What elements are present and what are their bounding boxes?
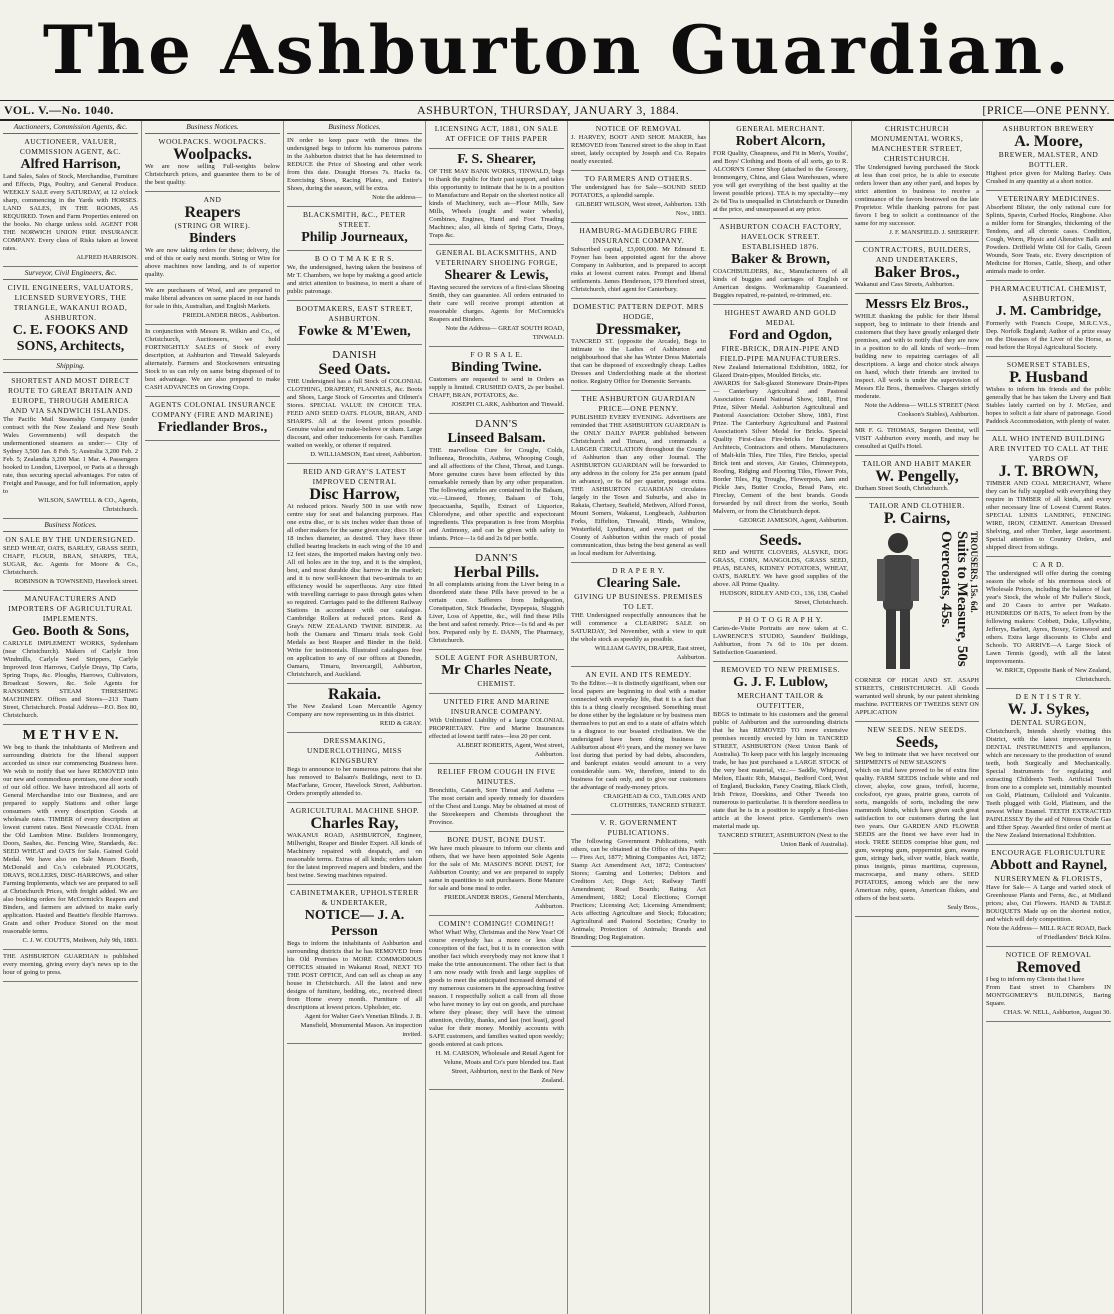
column-7 — [852, 121, 983, 1314]
ad-sig: WILLIAM GAVIN, DRAPER, East street, Ashburton. — [594, 645, 706, 661]
ad-name: Mr Charles Neate, — [441, 663, 552, 678]
ad-name: Disc Harrow, — [309, 486, 400, 503]
advertisement — [855, 121, 979, 242]
ad-name: G. J. F. Lublow, — [733, 675, 828, 690]
ad-sig: HUDSON, RIDLEY AND CO., 136, 138, Cashel Street, Christchurch. — [719, 590, 848, 606]
price-banner: TROUSERS, 15s. 6d. — [969, 531, 979, 613]
ad-sub: SHORTEST AND MOST DIRECT ROUTE TO GREAT BRITAIN AND EUROPE, THROUGH AMERICA AND VIA SANDWICH ISLANDS. — [8, 376, 133, 415]
ad-sig: REID & GRAY. — [379, 720, 422, 727]
advertisement — [3, 373, 138, 519]
advertisement — [287, 684, 422, 733]
advertisement — [429, 650, 564, 694]
advertisement — [145, 192, 280, 284]
ad-sub: V. R. GOVERNMENT PUBLICATIONS. — [599, 818, 678, 837]
ad-body: The undersigned will offer during the coming season the whole of his enormous stock of Wholesale Prices, including the balance of last year's Stock, the whole of Mr Fuller's Stock, and 20 Cases to arrive per Waikato. HUNDREDS OF BATS, To select from by the following makers: Cobbett, Duke, Lillywhite, Jefferys, Barlett, Ayres, Boxey, Grinwood and others. Extra large discounts to Clubs and Schools. TO ARRIVE—A Large Stock of Lawn Tennis (good), with all the latest improvements. — [986, 570, 1111, 665]
advertisement — [3, 725, 138, 950]
section-heading — [287, 121, 422, 134]
advertisement — [429, 414, 564, 548]
ad-sig: C. J. W. COUTTS, Methven, July 9th, 1883. — [22, 937, 138, 944]
masthead-title: The Ashburton Guardian. — [42, 11, 1072, 89]
ad-body: Having secured the services of a first-class Shoeing Smith, they can guarantee. All orders entrusted to their care will receive prompt attention at reasonable charges. Agents for McCormick's Reapers and Binders. — [429, 284, 564, 323]
ad-sig: JOSEPH CLARK, Ashburton and Tinwald. — [451, 401, 564, 408]
ad-sub: BONE DUST, BONE DUST. — [447, 835, 546, 844]
ad-head: Surveyor, Civil Engineers, &c. — [3, 267, 138, 280]
ad-body: In all complaints arising from the Liver being in a disordered state these Pills have proved to be a certain cure. Sufferers from Indigestion, Constipation, Sick Headache, Dyspepsia, Sluggish Liver, Loss of Appetite, &c., will find these Pills the best and safest remedy. Price—1s 6d and 4s per box. Prepared only by E. DANN, The Pharmacy, Christchurch. — [429, 581, 564, 644]
ad-body: We beg to intimate that we have received our SHIPMENTS of NEW SEASON'S — [855, 751, 979, 766]
ad-body: To the Editor.—It is distinctly significant, when our local papers are beginning to deal with a matter connected with everyday life, that it is a fact that this is a thing clearly recognised. Something must be done either by the legislature or by business men themselves to put an end to a state of affairs which is a disgrace to our boasted civilisation. We the undersigned have been doing business in Ashburton about 4½ years, and the money we have lost during that period by bad debts, absconders, and bankrupt estates would amount to a very considerable sum. We, therefore, intend to do business for cash only, and to give our customers the advantage of ready-money prices. — [571, 680, 706, 791]
advertisement — [145, 325, 280, 397]
ad-sub: FIRE-BRICK, DRAIN-PIPE AND FIELD-PIPE MANUFACTURERS. — [719, 344, 842, 363]
ad-sub: F O R S A L E. — [470, 350, 523, 359]
ad-sub: WOOLPACKS. WOOLPACKS. — [158, 137, 267, 146]
ad-sub: AGRICULTURAL MACHINE SHOP. — [289, 806, 420, 815]
ad-body: Land Sales, Sales of Stock, Merchandise, Furniture and Effects, Pigs, Poultry, and General Produce. WEEKLY SALE every SATURDAY, at 12 o'clock sharp, commencing in the Yards with HORSES. LAND SALES, IN THE ROOMS, AS REQUIRED. Town and Farm Properties entered on the books. No charge unless sold. AGENT FOR THE NORWICH UNION FIRE INSURANCE COMPANY. Every class of Risks taken at lowest rates. — [3, 173, 138, 252]
ad-sig: FRIEDLANDER BROS., General Merchants, Ashburton. — [444, 894, 564, 910]
ad-sub: DRESSMAKING, UNDERCLOTHING, MISS KINGSBURY — [307, 736, 402, 765]
ad-body: BEGS to intimate to his customers and the general public of Ashburton and the surrounding districts that he has REMOVED TO more extensive premises recently erected by him in TANCRED STREET, ASHBURTON (Next Union Bank of Australia). To keep pace with his largely increasing trade, he has just purchased a LARGE STOCK of the very best material, viz.:— Saddle, Whipcord, Melton, Elastic Rib, Maisqui, Bedford Cord, West of England, Buckskin, Fancy Coating, Black Cloth, Irish Frieze, Doeskins, and Other Tweeds too numerous to particularise. It is therefore needless to state that he is in a position to supply a first-class article at the lowest price. Gentlemen's own material made up. — [713, 711, 848, 830]
ad-med: DANN'S — [475, 552, 518, 564]
ad-head: Shipping. — [3, 360, 138, 373]
ad-body: PUBLISHED EVERY EVENING. Advertisers are reminded that THE ASHBURTON GUARDIAN is the ONLY DAILY PAPER published between Christchurch and Timaru, and commands a LARGER CIRCULATION throughout the County of Ashburton than any other Journal. The ASHBURTON GUARDIAN will be forwarded to any address in the colony for 25s per annum (paid in advance), or 6s 6d per quarter, postage extra. THE ASHBURTON GUARDIAN circulates largely in the Town and Suburbs, and also in Rakaia, Chertsey, Seafield, Methven, Alford Forest, Mount Somers, Wakanui, Longbeach, Ashburton Forks, Eiffelton, Tinwald, Hinds, Winslow, Westerfield, Lyndhurst, and every part of the County of Ashburton within the reach of postal communication, thus being the best general as well as local medium for Advertising. — [571, 414, 706, 557]
ad-sig: TANCRED STREET, ASHBURTON (Next to the Union Bank of Australia). — [718, 832, 848, 848]
ad-body: Absorbent Blister, the only rational cure for Splints, Spavin, Curbed Hocks, Ringbone. Also a milder form for Strangles, thickening of the Tendons, and all chronic cases. Condition, Cough, Worm, Physic and Alterative Balls and Powders. Driffield White Oil for Galls, Green Wounds, Sore Teats, etc. Every description of Medicine for Horses, Cattle, Sheep, and other animals made to order. — [986, 204, 1111, 275]
advertisement — [3, 950, 138, 982]
ad-name: Seeds, — [895, 734, 939, 751]
price-banner: Overcoats, 45s. — [938, 531, 954, 628]
ad-med: DANISH — [332, 349, 377, 361]
advertisement — [855, 294, 979, 424]
ad-sub: D R A P E R Y. — [612, 566, 665, 575]
advertisement — [3, 532, 138, 591]
masthead — [0, 0, 1114, 101]
ad-body: which on trial have proved to be of extra fine quality. FARM SEEDS include white and red clover, alsyke, cow grass, trefoil, lucerne, cocksfoot, rye grass, prairie grass, carrots of sorts, mangolds of sorts, including the new mammoth kinds, which have given such great satisfaction to our customers during the last two years. Our GARDEN AND FLOWER SEEDS are the finest we have ever had in stock. TREE SEEDS comprise blue gum, red gum, weeping gum, peppermint gum, swamp gum, stringy bark, silver wattle, black wattle, pinus insignis, pinus maritima, cupressus, macrocarpa, and many others. SEED POTATOES, among which are the new American ruby, queen, American flukes, and others of the best sorts. — [855, 767, 979, 902]
ad-body: Cartes-de-Visite Portraits are now taken at C. LAWRENCE'S STUDIO, Saunders' Buildings, Ashburton, from 7s 6d to 10s per dozen. Satisfaction Guaranteed. — [713, 625, 848, 656]
ad-sub: AGENTS COLONIAL INSURANCE COMPANY (FIRE AND MARINE) — [149, 400, 276, 419]
ad-body: Highest price given for Malting Barley. Oats Crushed in any quantity at a short notice. — [986, 170, 1111, 185]
volume-number: VOL. V.—No. 1040. — [4, 102, 114, 117]
ad-sub: DENTAL SURGEON, — [1010, 718, 1087, 727]
ad-sub: CABINETMAKER, UPHOLSTERER & UNDERTAKER, — [290, 888, 419, 907]
ad-body: TANCRED ST. (opposite the Arcade), Begs to intimate to the Ladies of Ashburton and neighbourhood that she has Winter Dress Materials that can be disposed of exceedingly cheap. Ladies Dresses and Underclothing made at the shortest notice. Registry Office for Domestic Servants. — [571, 338, 706, 385]
advertisement — [429, 916, 564, 1090]
ad-body: J. HARVEY, BOOT AND SHOE MAKER, has REMOVED from Tancred street to the shop in East street, lately occupied by Joseph and Co. Repairs neatly executed. — [571, 134, 706, 165]
ad-body: New Zealand International Exhibition, 1882, for Glazed Drain-pipes, Moulded Bricks, etc. — [713, 364, 848, 379]
advertisement — [287, 803, 422, 885]
advertisement — [571, 391, 706, 563]
ad-name: M E T H V E N. — [22, 728, 119, 743]
ad-name: Philip Journeaux, — [301, 230, 408, 245]
ad-sub: CHRISTCHURCH MONUMENTAL WORKS, MANCHESTER STREET, CHRISTCHURCH. — [870, 124, 964, 163]
section-heading — [3, 267, 138, 280]
ad-sub: BLACKSMITH, &C., PETER STREET. — [303, 210, 406, 229]
advertisement — [713, 662, 848, 854]
ad-body: Durham Street South, Christchurch. — [855, 485, 949, 492]
ad-body: Wakanui and Cass Streets, Ashburton. — [855, 281, 955, 288]
advertisement — [855, 456, 979, 498]
ad-sub: CHEMIST. — [477, 679, 516, 688]
advertisement — [429, 245, 564, 347]
ad-name: Baker Bros., — [874, 264, 960, 281]
ad-body: At reduced prices. Nearly 500 in use with now centre stay for seat and balancing purposes. Has one extra disc, or is six inches wider than those of all other makers for the same given size; discs 16 or 18 inches diameter, as desired. They have three chilled bearing brackets in each wing of the 10 and 12 feet sizes, the imported makes having only two. All oil holes are in the top, and it is the simplest, best, and most durable disc harrow in the market; and it is now well-known that two-animals to an efficiency would be superfluous. Any size fitted with travelling carriage to pass through gates when so required. Carriages paid to the different Railway Stations in accordance with our catalogue. Cambridge Rollers at reduced prices. Reid & Gray's NEW ZEALAND TWINE BINDER. At both the Oamaru and Timaru trials took Gold Medals as best Reaper and Binder in the field. Write for testimonials. Illustrated catalogues free on application to any of our offices at Dunedin, Oamaru, Timaru, Invercargill, Ashburton, Christchurch, and Auckland. — [287, 503, 423, 678]
ad-sub: BOOTMAKERS, EAST STREET, ASHBURTON. — [296, 304, 413, 323]
advertisement — [571, 121, 706, 171]
columns-container — [0, 121, 1114, 1314]
ad-sub: MERCHANT TAILOR & OUTFITTER, — [737, 691, 824, 710]
price-banner: Suits to Measure, 50s — [954, 531, 970, 667]
ad-sub: REID AND GRAY'S LATEST IMPROVED CENTRAL — [302, 467, 407, 486]
ad-body: The New Zealand Loan Mercantile Agency Company are now representing us in this district. — [287, 703, 422, 718]
advertisement — [429, 764, 564, 832]
ad-name: Binding Twine. — [451, 360, 542, 375]
advertisement — [145, 397, 280, 441]
ad-name: Shearer & Lewis, — [444, 268, 549, 283]
advertisement — [429, 121, 564, 149]
ad-sub: NURSERYMEN & FLORISTS, — [994, 874, 1103, 883]
ad-body: We are now selling Full-weights below Christchurch prices, and guarantee them to be of the best quality. — [145, 163, 280, 186]
ad-body: Formerly with Francis Coupe, M.R.C.V.S., Dep. Norfolk England; Author of a prize essay on the Diseases of the Liver of the Horse, as read before the Royal Agricultural Society. — [986, 320, 1111, 351]
ad-sig: GILBERT WILSON, West street, Ashburton. 13th Nov., 1883. — [575, 201, 706, 217]
advertisement — [986, 947, 1111, 1022]
ad-name: C. E. FOOKS AND SONS, Architects, — [12, 323, 129, 354]
ad-sub: COMIN'! COMING!! COMING!! — [438, 919, 555, 928]
column-2 — [142, 121, 284, 1314]
ad-sub: ON SALE BY THE UNDERSIGNED. — [5, 535, 136, 544]
ad-body: THE Undersigned has a full Stock of COLONIAL CLOTHING, DRAPERY, FLANNELS, &c. Boots and Shoes, Large Stock of Groceries and Oilmen's Stores. SPECIAL VALUE IN CHOICE TEA. FEED AND SEED OATS. FLOUR, BRAN, AND SHARPS. All at the lowest prices possible. Genuine value and no make-believe or sham. Large discount, and other inducements for cash. Families waited on weekly, or oftener if required. — [287, 378, 422, 449]
ad-sub: ALL WHO INTEND BUILDING ARE INVITED TO CALL AT THE YARDS OF — [988, 434, 1109, 463]
ad-body: RED and WHITE CLOVERS, ALSYKE, DOG GRASS, CORN, MANGOLDS, GRASS SEED, PEAS, BEANS, KIDNEY POTATOES, WHEAT, OATS, BARLEY. We have good supplies of the above. All Prime Quality. — [713, 549, 848, 588]
ad-sub: C A R D. — [1032, 560, 1065, 569]
ad-sig: CHAS. W. NELL, Ashburton, August 30. — [1003, 1009, 1111, 1016]
ad-sub: LICENSING ACT, 1881, ON SALE AT OFFICE OF THIS PAPER — [434, 124, 559, 143]
advertisement — [571, 667, 706, 815]
advertisement — [287, 345, 422, 464]
ad-name: Removed — [1016, 959, 1081, 976]
ad-sub: UNITED FIRE AND MARINE INSURANCE COMPANY. — [443, 697, 550, 716]
ad-sig: FRIEDLANDER BROS., Ashburton. — [182, 312, 280, 319]
ad-head: Business Notices. — [3, 519, 138, 532]
ad-name: Seeds. — [759, 532, 802, 549]
ad-sig: J. F. MANSFIELD. J. SHERRIFF. — [889, 229, 979, 236]
ad-body: Wishes to inform his friends and the public generally that he has taken the Livery and Bait Stables lately carried on by J. McGee, and hopes to solicit a fair share of patronage. Good Paddock Accommodation, with plenty of water. — [986, 386, 1111, 425]
place-date: ASHBURTON, THURSDAY, JANUARY 3, 1884. — [416, 102, 680, 117]
advertisement — [713, 305, 848, 530]
ad-sub: MANUFACTURERS AND IMPORTERS OF AGRICULTURAL IMPLEMENTS. — [8, 594, 133, 623]
ad-sig: ROBINSON & TOWNSEND, Havelock street. — [14, 578, 138, 585]
advertisement — [429, 548, 564, 650]
advertisement — [287, 134, 422, 207]
ad-sig: H. M. CARSON, Wholesale and Retail Agent for Velune, Moats and Co's pure blended tea. East Street, Ashburton, next to the Bank of New Zealand. — [435, 1050, 564, 1084]
ad-body: SEED WHEAT, OATS, BARLEY, GRASS SEED, CHAFF, FLOUR, BRAN, SHARPS, TEA, SUGAR, &c. Agents for Moore & Co., Christchurch. — [3, 545, 138, 576]
ad-sig: Note the Address— MILL RACE ROAD, Back of Friedlanders' Brick Kilns. — [986, 925, 1111, 941]
ad-body: FOR Quality, Cheapness, and Fit in Men's, Youths', and Boys' Clothing and Boots of all sorts, go to R. ALCORN'S Corner Shop (attached to the Grocery, Ironmongery, China, and Glass Warehouses, where you will get everything of the best quality at the lowest possible prices). TEA is my speciality—my 2s 6d Tea is unequalled in Christchurch or Dunedin at the price, and unsurpassed at any price. — [713, 150, 848, 213]
ad-sig: Note the address— — [372, 194, 422, 201]
ad-body: I beg to inform my Clients that I have — [986, 976, 1085, 983]
ad-sub: (STRING OR WIRE). — [174, 221, 251, 230]
ad-name: Clearing Sale. — [596, 576, 681, 591]
column-6 — [710, 121, 852, 1314]
ad-sig: GEORGE JAMESON, Agent, Ashburton. — [739, 517, 848, 524]
advertisement — [145, 134, 280, 192]
advertisement — [986, 357, 1111, 431]
ad-body: COACHBUILDERS, &c., Manufacturers of all kinds of buggies and carriages of English or American designs. Workmanship Guaranteed. Buggies repaired, re-painted, re-trimmed, etc. — [713, 268, 848, 299]
ad-sub: B O O T M A K E R S. — [314, 254, 395, 263]
advertisement — [855, 498, 979, 722]
ad-body: Begs to inform the inhabitants of Ashburton and surrounding districts that he has REMOVED from his Old Premises to MORE COMMODIOUS OFFICES situated in Wakanui Road, NEXT TO THE POST OFFICE, And can sell as cheap as any house in Christchurch. All the latest and new designs of furniture, bedding, etc., received direct from Home every month. Furniture of all descriptions at lowest prices. Upholster, etc. — [287, 940, 422, 1011]
advertisement — [571, 223, 706, 299]
ad-name: W. J. Sykes, — [1007, 701, 1090, 718]
ad-body: OF THE MAY BANK WORKS, TINWALD, begs to thank the public for their past support, and takes this opportunity to intimate that he is in a position to Manufacture and Repair on the shortest notice all kinds of Machinery, such as—Flour Mills, Saw Mills, Wheels (ought and water wheels), Combines, Engines, Hand and Foot Treading Machines; also, all kinds of Spring Carts, Drays, Traps &c. — [429, 168, 565, 239]
ad-name: Charles Ray, — [310, 815, 399, 832]
ad-name: Messrs Elz Bros., — [865, 297, 969, 312]
price-label: [PRICE—ONE PENNY. — [982, 102, 1110, 117]
ad-sig: Sealy Bros., — [947, 904, 979, 911]
advertisement — [855, 424, 979, 456]
ad-name: Ford and Ogdon, — [728, 328, 833, 343]
section-heading — [3, 121, 138, 134]
advertisement — [986, 689, 1111, 845]
ad-body: We are now taking orders for these; delivery, the end of this or early next month. String or Wire for above machines now landing, and is of superior quality. — [145, 247, 280, 278]
ad-sub: D E N T I S T R Y. — [1015, 692, 1082, 701]
advertisement — [429, 347, 564, 414]
ad-body: THE ASHBURTON GUARDIAN is published every morning, giving every day's news up to the hour of going to press. — [3, 953, 138, 976]
advertisement — [3, 591, 138, 725]
ad-body: The undersigned has for Sale—SOUND SEED POTATOES, a splendid sample. — [571, 184, 706, 199]
ad-sig: ALFRED HARRISON. — [76, 254, 138, 261]
ad-sig: ALBERT ROBERTS, Agent, West street, Ashburton. — [456, 742, 564, 758]
ad-name: W. Pengelly, — [875, 468, 959, 485]
column-3 — [284, 121, 426, 1314]
advertisement — [713, 612, 848, 662]
ad-sub: ENCOURAGE FLORICULTURE — [991, 848, 1106, 857]
ad-name: Linseed Balsam. — [447, 431, 546, 446]
ad-body: The Undersigned having purchased the Stock at less than cost price, he is able to execute orders lower than any other yard, and hopes by strict attention to business to receive a continuance of the favors bestowed on the late Proprietor. While thanking patrons for past favors I beg to solicit a continuance of the same for my successor. — [855, 164, 979, 227]
advertisement — [571, 299, 706, 391]
advertisement — [429, 149, 564, 245]
advertisement — [3, 280, 138, 360]
ad-sub: NEW SEEDS. NEW SEEDS. — [867, 725, 967, 734]
ad-sub: HAMBURG-MAGDEBURG FIRE INSURANCE COMPANY. — [579, 226, 698, 245]
ad-sub: SOLE AGENT FOR ASHBURTON, — [434, 653, 559, 662]
ad-sub: VETERINARY MEDICINES. — [997, 194, 1100, 203]
ad-sub: THE ASHBURTON GUARDIAN PRICE—ONE PENNY. — [581, 394, 696, 413]
ad-body: Christchurch, Intends shortly visiting this District, with the latest improvements in DENTAL INSTRUMENTS and appliances, which are necessary to the production of sound teeth, both Surgically and Mechanically. Special Instruments for regulating and extracting Children's Teeth. Artificial Teeth from one to a complete set, inimitably mounted on Gold, Platinum, Celluloid and Vulcanite. Teeth plugged with Gold, Platinum, and the newest White Enamel. TEETH EXTRACTED PAINLESSLY By the aid of Nitrous Oxide Gas and Ether Spray. Awarded first order of merit at the New Zealand International Exhibition. — [986, 728, 1111, 839]
section-heading — [145, 121, 280, 134]
ad-name: J. T. BROWN, — [998, 463, 1099, 480]
advertisement — [429, 694, 564, 764]
ad-name: P. Cairns, — [883, 510, 951, 527]
ad-name: F. S. Shearer, — [457, 152, 536, 167]
ad-sub: HIGHEST AWARD AND GOLD MEDAL — [724, 308, 837, 327]
advertisement — [855, 722, 979, 917]
ad-sub: PHARMACEUTICAL CHEMIST, ASHBURTON, — [990, 284, 1107, 303]
ad-body: CARLYLE IMPLEMENT WORKS, Sydenham (near Christchurch). Makers of Carlyle Iron Windmills, Carlyle Seed Strippers, Carlyle Improved Iron Harrows, Carlyle Drays, Tip Carts, Spring Traps, &c. Ploughs, Harrows, Cultivators, Broadcast Sowers, &c. Sole Agents for RANSOME'S STEAM THRESHING MACHINERY. Offices and Stores—213 Tuam Street, Christchurch. Postal Address—P.O. Box 80, Christchurch. — [3, 640, 138, 719]
ad-med: DANN'S — [475, 418, 518, 430]
ad-sig: CRAIGHEAD & CO., TAILORS AND CLOTHIERS, TANCRED STREET. — [603, 793, 706, 809]
ad-head: Business Notices. — [145, 121, 280, 134]
advertisement — [986, 845, 1111, 947]
advertisement — [713, 530, 848, 612]
ad-sub: GENERAL MERCHANT. — [736, 124, 825, 133]
ad-body: THE marvellous Cure for Coughs, Colds, Influenza, Bronchitis, Asthma, Whooping Cough, and all affections of the Chest, Throat, and Lungs. More genuine cures have been effected by this remarkable remedy than by any other preparation. The following articles are contained in the Balsam, viz.—Linseed, Honey, Balsam of Tolu, Ipecacuanha, Squills, Extract of Liquorice, Chlorodyne, and other specific and expectorant ingredients. This preparation is free from Morphia and Antimony, and can be given with safety to infants. Price—1s 6d and 2s 6d per bottle. — [429, 447, 564, 542]
ad-body: CORNER OF HIGH AND ST. ASAPH STREETS, CHRISTCHURCH. All Goods warranted well shrunk, by our patent shrinking machine. PATTERNS OF TWEEDS SENT ON APPLICATION — [855, 677, 979, 716]
ad-name: Abbott and Raynel, — [989, 858, 1108, 873]
advertisement — [713, 219, 848, 305]
dateline — [0, 101, 1114, 121]
ad-sub: CIVIL ENGINEERS, VALUATORS, LICENSED SURVEYORS, THE TRIANGLE, WAKANUI ROAD, ASHBURTON. — [7, 283, 134, 322]
ad-sub: AN EVIL AND ITS REMEDY. — [585, 670, 692, 679]
ad-sig: Note the Address— WILLS STREET (Next Cookson's Stables), Ashburton. — [864, 402, 979, 418]
ad-name: Geo. Booth & Sons, — [11, 624, 130, 639]
advertisement — [287, 464, 422, 684]
ad-body: Begs to announce to her numerous patrons that she has removed to Balsam's Buildings, next to D. MacFarlane, Grocer, Havelock Street, Ashburton. Orders promptly attended to. — [287, 766, 422, 797]
ad-name: Woolpacks. — [173, 146, 252, 163]
advertisement — [287, 207, 422, 251]
ad-name: Dressmaker, — [596, 321, 681, 338]
ad-name: Herbal Pills. — [453, 564, 540, 581]
ad-sub: RELIEF FROM COUGH IN FIVE MINUTES. — [437, 767, 556, 786]
ad-sub: TAILOR AND HABIT MAKER — [862, 459, 972, 468]
ad-body: WHILE thanking the public for their liberal support, beg to intimate to their friends and customers that they have greatly enlarged their premises, and with to notify that they are now in a position to do all kinds of work—from building new to repairing carriages of all descriptions. A large and choice stock always on hand, which their friends are invited to inspect. All work is under the supervision of Messrs Elz Bros., themselves. Charges strictly moderate. — [855, 313, 979, 400]
advertisement — [855, 242, 979, 294]
ad-sig: D. WILLIAMSON, East street, Ashburton. — [310, 451, 422, 458]
section-heading — [3, 519, 138, 532]
ad-sub: TAILOR AND CLOTHIER. — [869, 501, 965, 510]
ad-name: Alfred Harrison, — [20, 157, 121, 172]
ad-body: We have much pleasure to inform our clients and others, that we have been appointed Sole Agents for the sale of Mr. MASON'S BONE DUST, for Ashburton County; and we are prepared to supply same in quantities to suit purchasers. Bone Manure for sale and bone meal to order. — [429, 845, 564, 892]
ad-body: Bronchitis, Catarrh, Sore Throat and Asthma — The most certain and speedy remedy for disorders of the Chest and Lungs. May be obtained at most of the Storekeepers and Chemists throughout the Province. — [429, 787, 564, 826]
ad-body: The following Government Publications, with others, can be obtained at the Office of this Paper:— Fires Act, 1877; Mining Companies Act, 1872; Stamp Act Amendment Act, 1872; Contractors' Stores; Gaming and Lotteries; Debtors and Creditors Act; Dogs Act; Railway Tariff Amendment; Road Boards; Rating Act Amendment, 1882; Local Elections; Corrupt Practices; Licensing Act; Licensing Amendment; Acts affecting Agriculture and Stock; Education; Agricultural and Pastoral Societies; Cruelty to Animals; Protection of Animals; Brands and Branding; Dog Registration. — [571, 838, 706, 941]
tailor-figure-panel — [855, 527, 979, 677]
advertisement — [429, 832, 564, 916]
ad-body: We, the undersigned, having taken the business of Mr T. Chambers, we hope by making a good article and strict attention to business, to merit a share of public patronage. — [287, 264, 422, 295]
ad-sig: W. BRICE, Opposite Bank of New Zealand, Christchurch. — [995, 667, 1111, 683]
ad-body: With Unlimited Liability of a large COLONIAL PROPRIETARY. Fire and Marine Insurances effected at lowest tariff rates—less 20 per cent. — [429, 717, 564, 740]
ad-body: From East street to Chambers IN MONTGOMERY'S BUILDINGS, Baring Square. — [986, 984, 1111, 1007]
ad-name: Binders — [189, 231, 236, 246]
ad-name: A. Moore, — [1014, 133, 1083, 150]
ad-name: Seed Oats. — [318, 361, 391, 378]
ad-sub: P H O T O G R A P H Y. — [738, 615, 823, 624]
ad-sig: Note the Address— GREAT SOUTH ROAD, TINWALD. — [445, 325, 564, 341]
ad-body: MR F. G. THOMAS, Surgeon Dentist, will VISIT Ashburton every month, and may be consulted at Quill's Hotel. — [855, 427, 979, 450]
ad-body: Who! What! Why, Christmas and the New Year! Of course everybody has a more or less clear conception of the fact, but it is in connection with another fact which everybody may not know that I make the trite announcement. The other fact is that I am now ready with fresh and large supplies of goods to meet the anticipated increased demand of my numerous customers in the approaching festive season. I respectfully solicit a call from all those who have money to lay out on goods, and purchase where they please; they will have the utmost attention, civility, thanks, and last (not least), good value for their money. Monthly accounts with SAFE customers, and families waited upon weekly; goods entered at cash prices. — [429, 929, 564, 1048]
ad-head: Business Notices. — [287, 121, 422, 134]
ad-name: Reapers — [184, 204, 241, 221]
advertisement — [571, 563, 706, 667]
ad-sub: ASHBURTON COACH FACTORY, HAVELOCK STREET. ESTABLISHED 1876. — [719, 222, 842, 251]
ad-sub: REMOVED TO NEW PREMISES. — [720, 665, 841, 674]
ad-name: P. Husband — [1009, 369, 1088, 386]
ad-sig: WILSON, SAWTELL & CO., Agents, Christchurch. — [38, 497, 138, 513]
advertisement — [571, 171, 706, 223]
advertisement — [986, 121, 1111, 191]
ad-body: The Pacific Mail Steamship Company (under contract with the New Zealand and New South Wales Governments) will despatch the undermentioned steamers as under:— City of Sydney 3,500 Jan. 8 Feb. 5; Australia 3,200 Feb. 2 Feb. 5; Zealandia 3,200 Mar. 1 Mar. 4. Passengers booked to London, Liverpool, or Paris at a through rate, thus securing special advantages. For rates of Freight and Passage, and for full information, apply to — [3, 416, 138, 495]
ad-body: IN order to keep pace with the times the undersigned begs to inform his numerous patrons in the Ashburton district that he has determined to REDUCE the Price of Shoeing and other work from this date. Draught Horses 7s. Hacks 6s. Exercising Shoes, Racing Plates, and Entire's Shoes, during the season, will be extra. — [287, 137, 422, 192]
column-4 — [426, 121, 568, 1314]
ad-sub: SOMERSET STABLES, — [1006, 360, 1091, 369]
advertisement — [986, 191, 1111, 281]
column-5 — [568, 121, 710, 1314]
ad-head: Auctioneers, Commission Agents, &c. — [3, 121, 138, 134]
ad-body: Have for Sale— A Large and varied stock of Greenhouse Plants and Ferns, &c., at Midland prices; also, Cut Flowers. HAND & TABLE BOUQUETS Made up on the shortest notice, and which will defy competition. — [986, 884, 1111, 923]
ad-sub: CONTRACTORS, BUILDERS, AND UNDERTAKERS, — [862, 245, 972, 264]
advertisement — [287, 885, 422, 1044]
ad-body: Customers are requested to send in Orders as supply is limited. CRUSHED OATS, 2s per bushel. CHAFF, BRAN, POTATOES, &c. — [429, 376, 564, 399]
ad-name: Rakaia. — [328, 686, 381, 703]
ad-body: THE Undersigned respectfully announces that he will commence a CLEARING SALE on SATURDAY, 3rd November, with a view to quit the whole stock as speedily as possible. — [571, 612, 706, 643]
column-8 — [983, 121, 1114, 1314]
ad-name: J. M. Cambridge, — [995, 304, 1102, 319]
ad-sub: AND — [203, 195, 222, 204]
ad-name: Friedlander Bros., — [157, 420, 268, 435]
ad-sub: DOMESTIC PATTERN DEPOT. MRS HODGE, — [572, 302, 705, 321]
section-heading — [3, 360, 138, 373]
ad-name: Baker & Brown, — [731, 252, 830, 267]
advertisement — [571, 815, 706, 947]
column-1 — [0, 121, 142, 1314]
ad-sub: GIVING UP BUSINESS. PREMISES TO LET. — [574, 592, 703, 611]
advertisement — [3, 134, 138, 267]
advertisement — [287, 733, 422, 803]
ad-body: AWARDS for Salt-glazed Stoneware Drain-Pipes — Canterbury Agricultural and Pastoral Association: Grand National Show, 1881, First Prize, Silver Medal. Ashburton Agricultural and Pastoral Association: October Show, 1881, First Prize. The Canterbury Agricultural and Pastoral Association's Silver Medal for Bricks. Special Quality First-class Fire-bricks for Engineers, Architects, Contractors and others. Manufacturers of Malt-kiln Tiles, Fire Tiles, Fire Bricks, special Brick tent and stoves, Air Grates, Chimneypots, Roofing, Ridging and Flooring Tiles, Flower Pots, Border Tiles, Fig Troughs, Flowerpots, Jam and Pickle Jars, Butter Crocks, Bread Pans, etc. Fireclay, Cement of the best brands. Goods forwarded by rail direct from the works, South Malvern, or from the Christchurch depot. — [713, 380, 848, 515]
tailor-figure-illustration — [863, 529, 933, 675]
advertisement — [986, 431, 1111, 557]
ad-body: We are purchasers of Wool, and are prepared to make liberal advances on same placed in our hands for sale in this, Australian, and English Markets. — [145, 287, 280, 310]
ad-name: NOTICE— J. A. Persson — [304, 908, 405, 939]
advertisement — [713, 121, 848, 219]
ad-sub: BREWER, MALSTER, AND BOTTLER. — [998, 150, 1099, 169]
advertisement — [287, 251, 422, 301]
advertisement — [986, 557, 1111, 689]
advertisement — [986, 281, 1111, 357]
ad-sub: GENERAL BLACKSMITHS, AND VETERINARY SHOEING FORGE, — [435, 248, 558, 267]
ad-sub: AUCTIONEER, VALUER, COMMISSION AGENT, &C. — [19, 137, 122, 156]
ad-sub: NOTICE OF REMOVAL — [1005, 950, 1092, 959]
ad-body: Subscribed capital, £3,000,000. Mr Edmund E. Foyner has been appointed agent for the above Company in Ashburton, and is prepared to accept risks at lowest current rates. Prompt and liberal settlements. James Henderson, 179 Hereford street, Christchurch, chief agent for Canterbury. — [571, 246, 706, 293]
ad-sub: TO FARMERS AND OTHERS. — [584, 174, 693, 183]
ad-name: Robert Alcorn, — [735, 134, 826, 149]
ad-sub: NOTICE OF REMOVAL — [595, 124, 682, 133]
ad-body: We beg to thank the inhabitants of Methven and surrounding districts for the liberal support accorded us since our commencing Business here. We wish to notify that we have REMOVED into our new and commodious premises, one door south of our old office. We have introduced all sorts of General Merchandise into our Business, and are prepared to supply Stations and other large consumers with every description Goods at wholesale rates. TIMBER of every description at lowest current rates. Best Newcastle COAL from the Old Lambton Mine. Builders Ironmongery, Doors, Sashes, &c. Fencing Wire, Standards, &c. SEED WHEAT and OATS for Sale. Gained Gold Medal. We have also on Sale Messrs Booth, McDonald and Co.'s celebrated PLOUGHS, DRAYS, ROLLERS, DISC-HARROWS, and other Farming Implements, which we are prepared to sell at Christchurch Prices, with freight added. We are also booking orders for McCormick's Reapers and Binders, and farmers are advised to make early application. Hasted and Beattie's flexible Harrows. Grain and other Produce Stored on the most reasonable terms. — [3, 744, 138, 935]
ad-body: TIMBER AND COAL MERCHANT, Where they can be fully supplied with everything they require in TIMBER of all kinds, and every other necessary line of Lowest Current Rates. SPECIAL LINES LANDING, FENCING WIRE, IRON, CEMENT. American Dressed Shelving, and other Timber, large assortment. Special attention to Country Orders, and shipped direct from sidings. — [986, 480, 1111, 551]
ad-body: In conjunction with Messrs R. Wilkin and Co., of Christchurch, Auctioneers, we hold FORTNIGHTLY SALES of Stock of every description, at Ashburton and Tinwald Saleyards alternately. Farmers and Stockowners entrusting Stock to us can rely on same being disposed of to best advantage. We are also prepared to make CASH ADVANCES on Growing Crops. — [145, 328, 280, 391]
ad-name: Fowke & M'Ewen, — [298, 324, 411, 339]
ad-sub: ASHBURTON BREWERY — [1002, 124, 1095, 133]
advertisement — [145, 284, 280, 325]
advertisement — [287, 301, 422, 345]
ad-body: WAKANUI ROAD, ASHBURTON, Engineer, Millwright, Reaper and Binder Expert. All kinds of Machinery repaired with despatch, and on reasonable terms. Extras of all kinds; orders taken for the latest improved reapers and binders, and the best twine. Sewing machines repaired. — [287, 832, 422, 879]
ad-sig: Agent for Walter Gee's Venetian Blinds. J. B. Mansfield, Monumental Mason. An inspection invited. — [300, 1013, 422, 1038]
